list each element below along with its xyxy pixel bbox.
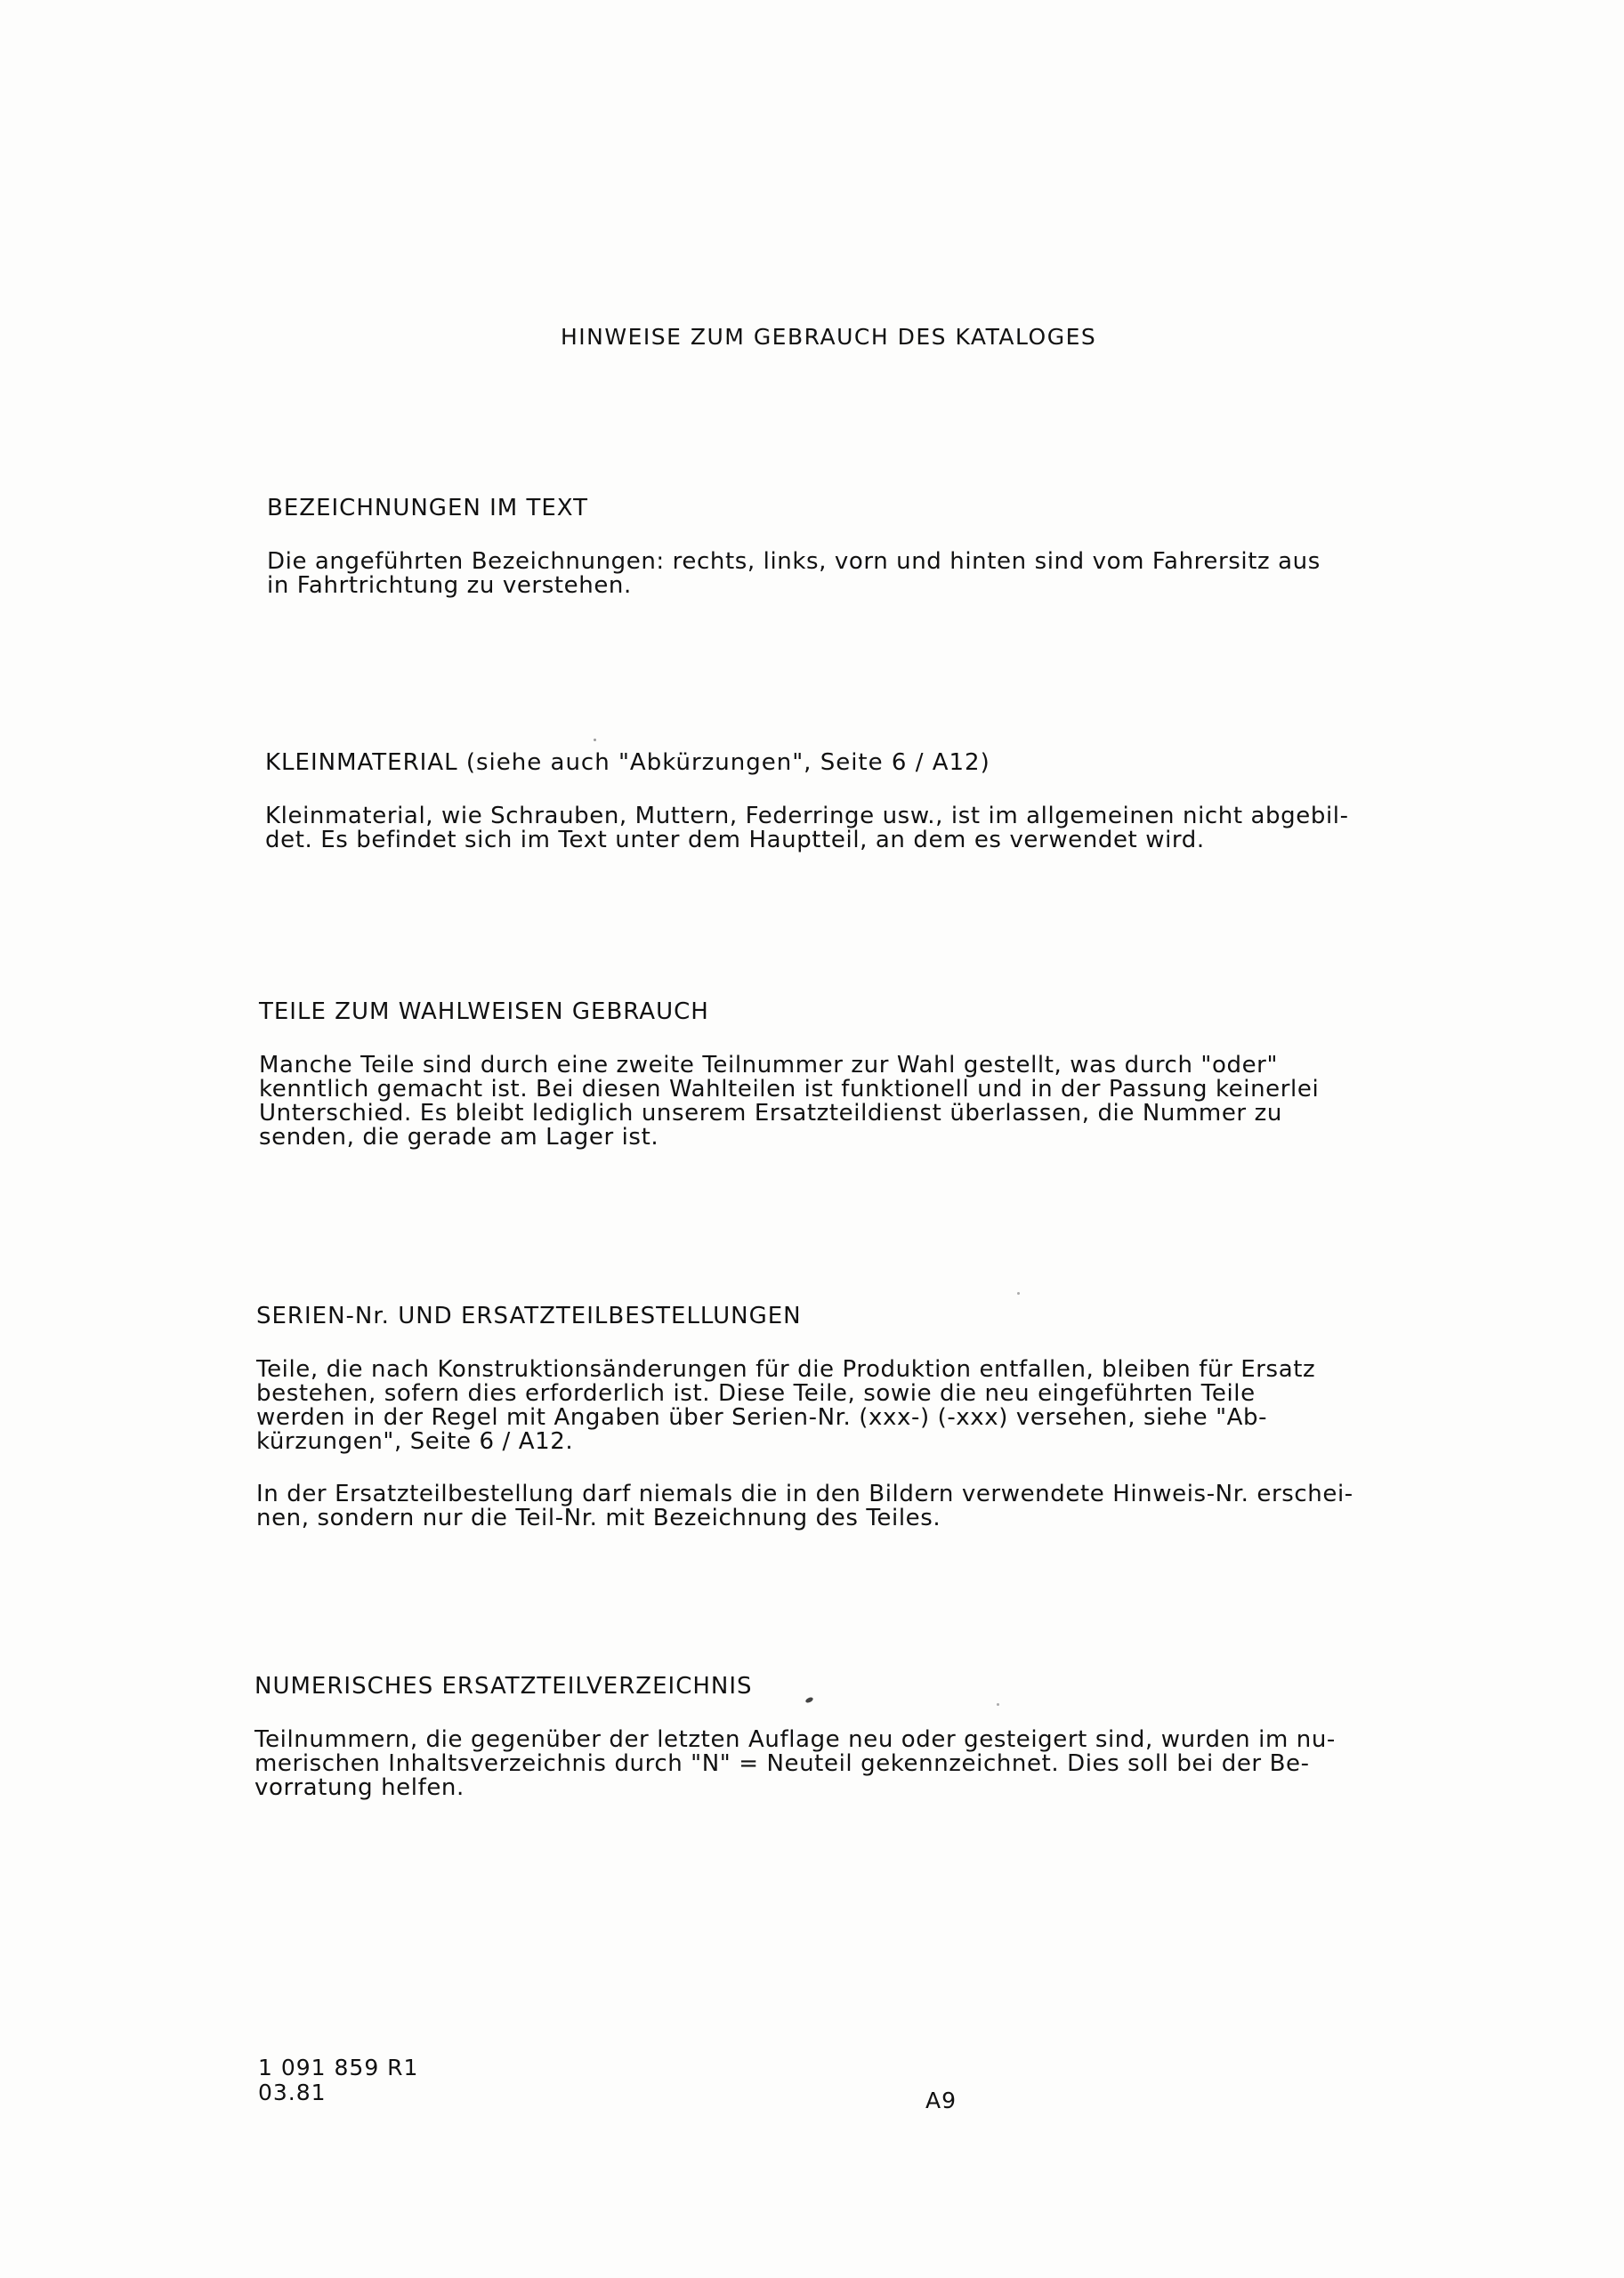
- section-heading: NUMERISCHES ERSATZTEILVERZEICHNIS: [255, 1673, 753, 1700]
- text-line: senden, die gerade am Lager ist.: [259, 1124, 659, 1151]
- section-bezeichnungen: [267, 495, 1406, 598]
- section-heading: TEILE ZUM WAHLWEISEN GEBRAUCH: [259, 998, 709, 1025]
- issue-date: 03.81: [258, 2080, 327, 2105]
- text-line: vorratung helfen.: [255, 1774, 465, 1801]
- section-serien-nr: [256, 1303, 1395, 1531]
- text-line: merischen Inhaltsverzeichnis durch "N" = Neuteil gekennzeichnet. Dies soll bei der Be-: [255, 1750, 1310, 1777]
- text-line: Teile, die nach Konstruktionsänderungen für die Produktion entfallen, bleiben für Ersatz: [256, 1356, 1316, 1383]
- text-line: Die angeführten Bezeichnungen: rechts, links, vorn und hinten sind vom Fahrersitz aus: [267, 548, 1321, 575]
- text-line: in Fahrtrichtung zu verstehen.: [267, 572, 632, 599]
- section-teile-wahlweise: [259, 998, 1398, 1150]
- text-line: werden in der Regel mit Angaben über Serien-Nr. (xxx-) (-xxx) versehen, siehe "Ab-: [256, 1404, 1268, 1431]
- text-line: Unterschied. Es bleibt lediglich unserem Ersatzteildienst überlassen, die Nummer zu: [259, 1100, 1282, 1127]
- scan-speck: [1017, 1292, 1020, 1295]
- section-paragraph: [267, 550, 1406, 598]
- section-kleinmaterial: [265, 749, 1404, 852]
- section-paragraph: [256, 1358, 1395, 1454]
- text-line: In der Ersatzteilbestellung darf niemals die in den Bildern verwendete Hinweis-Nr. erschei-: [256, 1481, 1353, 1507]
- section-numerisches: [255, 1673, 1394, 1800]
- section-heading: BEZEICHNUNGEN IM TEXT: [267, 495, 589, 521]
- part-number: 1 091 859 R1: [258, 2055, 419, 2080]
- text-line: det. Es befindet sich im Text unter dem Hauptteil, an dem es verwendet wird.: [265, 827, 1205, 853]
- text-line: bestehen, sofern dies erforderlich ist. Diese Teile, sowie die neu eingeführten Teile: [256, 1380, 1256, 1407]
- text-line: Manche Teile sind durch eine zweite Teilnummer zur Wahl gestellt, was durch "oder": [259, 1052, 1279, 1078]
- footer-code: [258, 2056, 418, 2105]
- page-number: A9: [925, 2088, 957, 2113]
- section-paragraph: [256, 1482, 1395, 1531]
- text-line: kenntlich gemacht ist. Bei diesen Wahlteilen ist funktionell und in der Passung keinerlei: [259, 1076, 1320, 1103]
- section-paragraph: [265, 804, 1404, 852]
- document-title: HINWEISE ZUM GEBRAUCH DES KATALOGES: [561, 324, 1097, 350]
- section-paragraph: [255, 1728, 1394, 1800]
- section-heading: SERIEN-Nr. UND ERSATZTEILBESTELLUNGEN: [256, 1303, 802, 1329]
- text-line: Kleinmaterial, wie Schrauben, Muttern, Federringe usw., ist im allgemeinen nicht abgebil-: [265, 803, 1349, 829]
- scan-speck: [594, 739, 596, 741]
- text-line: kürzungen", Seite 6 / A12.: [256, 1428, 574, 1455]
- scan-speck: [997, 1703, 999, 1706]
- section-heading: KLEINMATERIAL (siehe auch "Abkürzungen", Seite 6 / A12): [265, 749, 990, 776]
- section-paragraph: [259, 1054, 1398, 1150]
- text-line: nen, sondern nur die Teil-Nr. mit Bezeichnung des Teiles.: [256, 1505, 941, 1531]
- text-line: Teilnummern, die gegenüber der letzten Auflage neu oder gesteigert sind, wurden im nu-: [255, 1726, 1336, 1753]
